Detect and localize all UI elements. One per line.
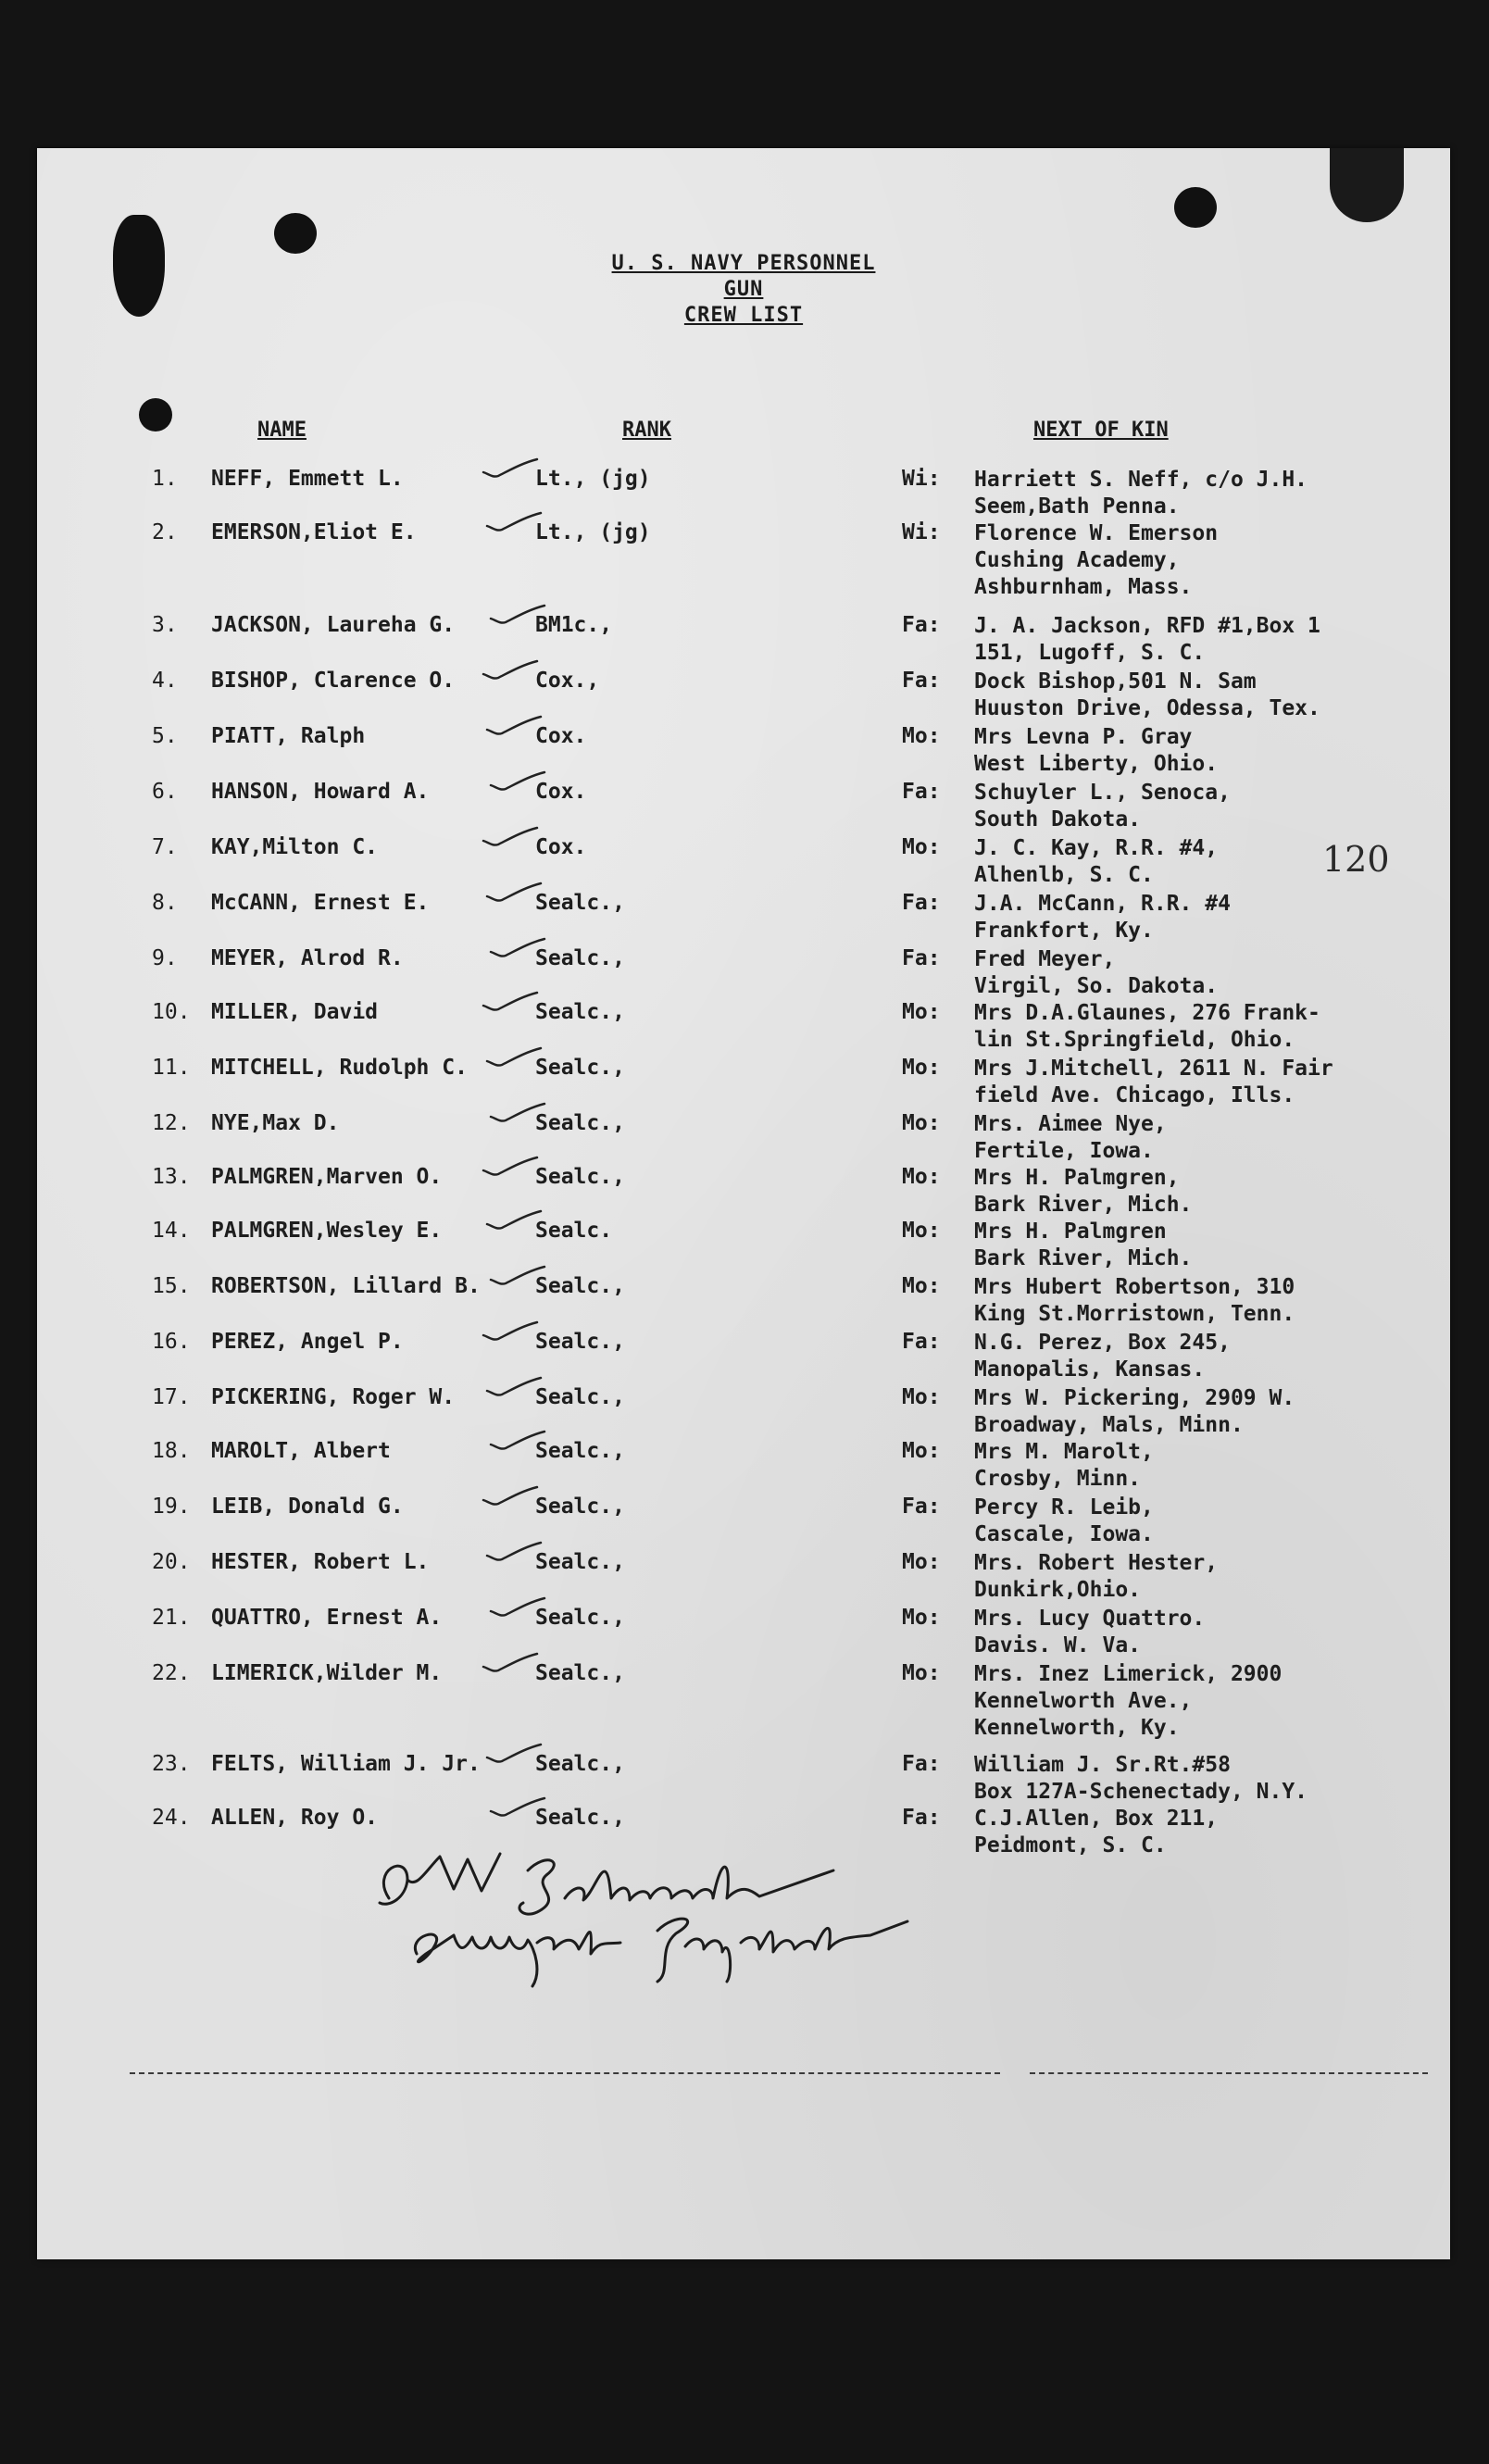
kin-relation: Mo: [902,1385,941,1409]
check-mark-icon [480,824,544,852]
next-of-kin-line: lin St.Springfield, Ohio. [974,1028,1295,1052]
next-of-kin [974,1056,1333,1109]
next-of-kin-line: Mrs. Robert Hester, [974,1551,1219,1575]
crew-name: KAY,Milton C. [211,835,379,859]
check-mark-icon [480,1483,544,1511]
crew-number: 2. [152,520,178,544]
next-of-kin-line: Mrs H. Palmgren, [974,1166,1180,1190]
crew-number: 16. [152,1330,191,1354]
paper-tear [1330,148,1404,222]
column-header-rank: RANK [622,419,671,442]
next-of-kin-line: Mrs W. Pickering, 2909 W. [974,1386,1295,1410]
next-of-kin-line: Bark River, Mich. [974,1246,1193,1270]
next-of-kin-line: Seem,Bath Penna. [974,494,1180,519]
kin-relation: Mo: [902,1000,941,1024]
crew-rank: Sealc., [535,946,625,970]
check-mark-icon [480,1650,544,1678]
next-of-kin-line: West Liberty, Ohio. [974,752,1219,776]
crew-number: 8. [152,891,178,915]
crew-name: ALLEN, Roy O. [211,1806,379,1830]
crew-name: McCANN, Ernest E. [211,891,430,915]
next-of-kin-line: Crosby, Minn. [974,1467,1142,1491]
next-of-kin-line: Kennelworth Ave., [974,1689,1193,1713]
next-of-kin-line: N.G. Perez, Box 245, [974,1331,1231,1355]
check-mark-icon [483,1207,548,1235]
crew-name: NEFF, Emmett L. [211,467,404,491]
crew-name: QUATTRO, Ernest A. [211,1606,443,1630]
doc-title-line3: CREW LIST [683,304,804,327]
next-of-kin-line: William J. Sr.Rt.#58 [974,1753,1231,1777]
next-of-kin-line: Mrs. Lucy Quattro. [974,1607,1206,1631]
next-of-kin-line: Percy R. Leib, [974,1495,1154,1520]
doc-title-line1: U. S. NAVY PERSONNEL [611,252,876,275]
next-of-kin-line: Mrs Hubert Robertson, 310 [974,1275,1295,1299]
crew-name: PIATT, Ralph [211,724,366,748]
crew-rank: Cox., [535,669,600,693]
check-mark-icon [480,1319,544,1346]
check-mark-icon [483,509,548,537]
kin-relation: Mo: [902,1056,941,1080]
kin-relation: Fa: [902,613,941,637]
next-of-kin-line: Frankfort, Ky. [974,919,1154,943]
crew-rank: Lt., (jg) [535,520,651,544]
kin-relation: Mo: [902,724,941,748]
crew-rank: Sealc., [535,1165,625,1189]
kin-relation: Fa: [902,946,941,970]
check-mark-icon [487,602,552,630]
crew-name: PICKERING, Roger W. [211,1385,456,1409]
next-of-kin [974,1219,1192,1272]
kin-relation: Fa: [902,1806,941,1830]
check-mark-icon [483,880,548,907]
crew-name: PALMGREN,Wesley E. [211,1219,443,1243]
next-of-kin-line: Fertile, Iowa. [974,1139,1154,1163]
signature-title [389,1870,537,1885]
next-of-kin-line: Fred Meyer, [974,947,1116,971]
crew-rank: Cox. [535,835,587,859]
crew-rank: Sealc., [535,1495,625,1519]
check-mark-icon [487,1100,552,1128]
crew-name: MAROLT, Albert [211,1439,391,1463]
crew-number: 23. [152,1752,191,1776]
next-of-kin [974,724,1218,778]
crew-rank: Sealc., [535,1806,625,1830]
check-mark-icon [483,713,548,741]
crew-number: 18. [152,1439,191,1463]
crew-number: 22. [152,1661,191,1685]
crew-number: 10. [152,1000,191,1024]
next-of-kin-line: Dock Bishop,501 N. Sam [974,669,1257,694]
crew-rank: Sealc., [535,1274,625,1298]
next-of-kin [974,891,1231,944]
next-of-kin-line: Manopalis, Kansas. [974,1357,1206,1382]
crew-name: BISHOP, Clarence O. [211,669,456,693]
next-of-kin [974,1495,1154,1548]
next-of-kin-line: Cascale, Iowa. [974,1522,1154,1546]
check-mark-icon [487,1428,552,1456]
crew-rank: Lt., (jg) [535,467,651,491]
dashed-rule-right [1030,2072,1428,2074]
next-of-kin [974,1606,1205,1659]
crew-rank: Sealc., [535,1661,625,1685]
crew-number: 19. [152,1495,191,1519]
dashed-rule-left [130,2072,1000,2074]
next-of-kin-line: field Ave. Chicago, Ills. [974,1083,1295,1107]
crew-rank: Sealc., [535,1606,625,1630]
page-number: 120 [1322,839,1390,880]
next-of-kin-line: J.A. McCann, R.R. #4 [974,892,1231,916]
crew-rank: Cox. [535,780,587,804]
crew-number: 5. [152,724,178,748]
kin-relation: Mo: [902,1219,941,1243]
next-of-kin [974,613,1320,667]
crew-name: ROBERTSON, Lillard B. [211,1274,481,1298]
next-of-kin-line: Peidmont, S. C. [974,1833,1167,1857]
next-of-kin [974,1000,1320,1054]
crew-rank: Sealc., [535,1550,625,1574]
check-mark-icon [487,1795,552,1822]
crew-name: LIMERICK,Wilder M. [211,1661,443,1685]
next-of-kin-line: Mrs H. Palmgren [974,1219,1167,1244]
crew-number: 11. [152,1056,191,1080]
next-of-kin-line: Mrs Levna P. Gray [974,725,1193,749]
next-of-kin-line: Mrs. Inez Limerick, 2900 [974,1662,1283,1686]
crew-rank: Sealc., [535,1385,625,1409]
crew-name: MILLER, David [211,1000,379,1024]
next-of-kin-line: Broadway, Mals, Minn. [974,1413,1244,1437]
crew-rank: Sealc., [535,1000,625,1024]
crew-name: MITCHELL, Rudolph C. [211,1056,468,1080]
next-of-kin [974,1330,1231,1383]
crew-number: 15. [152,1274,191,1298]
check-mark-icon [487,935,552,963]
document-page [37,148,1450,2259]
crew-rank: Cox. [535,724,587,748]
next-of-kin-line: Mrs J.Mitchell, 2611 N. Fair [974,1057,1333,1081]
crew-name: HANSON, Howard A. [211,780,430,804]
next-of-kin-line: Huuston Drive, Odessa, Tex. [974,696,1320,720]
check-mark-icon [483,1374,548,1402]
crew-number: 21. [152,1606,191,1630]
crew-number: 9. [152,946,178,970]
crew-name: FELTS, William J. Jr. [211,1752,481,1776]
kin-relation: Mo: [902,1165,941,1189]
kin-relation: Mo: [902,1274,941,1298]
next-of-kin-line: Bark River, Mich. [974,1193,1193,1217]
next-of-kin-line: Alhenlb, S. C. [974,863,1154,887]
column-header-name: NAME [257,419,307,442]
next-of-kin [974,1165,1192,1219]
next-of-kin-line: C.J.Allen, Box 211, [974,1807,1219,1831]
crew-rank: BM1c., [535,613,613,637]
next-of-kin-line: 151, Lugoff, S. C. [974,641,1206,665]
crew-number: 20. [152,1550,191,1574]
next-of-kin-line: South Dakota. [974,807,1142,832]
next-of-kin-line: Mrs M. Marolt, [974,1440,1154,1464]
next-of-kin-line: Cushing Academy, [974,548,1180,572]
kin-relation: Fa: [902,669,941,693]
next-of-kin [974,1439,1154,1493]
crew-rank: Sealc., [535,1330,625,1354]
punch-hole [1174,187,1217,228]
next-of-kin-line: J. C. Kay, R.R. #4, [974,836,1219,860]
crew-number: 4. [152,669,178,693]
check-mark-icon [487,1263,552,1291]
ink-stain [139,398,172,432]
crew-number: 13. [152,1165,191,1189]
next-of-kin-line: Dunkirk,Ohio. [974,1578,1142,1602]
kin-relation: Wi: [902,467,941,491]
kin-relation: Mo: [902,1439,941,1463]
crew-number: 1. [152,467,178,491]
crew-rank: Sealc. [535,1219,613,1243]
next-of-kin-line: Kennelworth, Ky. [974,1716,1180,1740]
check-mark-icon [480,657,544,685]
next-of-kin-line: Virgil, So. Dakota. [974,974,1219,998]
crew-rank: Sealc., [535,1752,625,1776]
crew-number: 14. [152,1219,191,1243]
crew-name: HESTER, Robert L. [211,1550,430,1574]
crew-name: EMERSON,Eliot E. [211,520,417,544]
next-of-kin-line: Harriett S. Neff, c/o J.H. [974,468,1308,492]
next-of-kin-line: Mrs. Aimee Nye, [974,1112,1167,1136]
check-mark-icon [483,1741,548,1769]
next-of-kin-line: Box 127A-Schenectady, N.Y. [974,1780,1308,1804]
doc-title-line2: GUN [723,278,764,301]
crew-rank: Sealc., [535,1439,625,1463]
crew-number: 12. [152,1111,191,1135]
check-mark-icon [480,456,544,483]
crew-rank: Sealc., [535,1056,625,1080]
next-of-kin-line: Schuyler L., Senoca, [974,781,1231,805]
kin-relation: Wi: [902,520,941,544]
crew-name: MEYER, Alrod R. [211,946,404,970]
next-of-kin [974,520,1218,601]
next-of-kin [974,1661,1282,1742]
check-mark-icon [480,1154,544,1182]
crew-name: LEIB, Donald G. [211,1495,404,1519]
crew-rank: Sealc., [535,1111,625,1135]
next-of-kin [974,1385,1295,1439]
crew-number: 3. [152,613,178,637]
kin-relation: Fa: [902,780,941,804]
next-of-kin [974,780,1231,833]
check-mark-icon [483,1044,548,1072]
kin-relation: Fa: [902,1495,941,1519]
kin-relation: Mo: [902,1606,941,1630]
check-mark-icon [487,769,552,796]
check-mark-icon [487,1595,552,1622]
next-of-kin [974,1274,1295,1328]
next-of-kin [974,1111,1167,1165]
crew-number: 6. [152,780,178,804]
kin-relation: Mo: [902,1111,941,1135]
column-header-next-of-kin: NEXT OF KIN [1033,419,1169,442]
next-of-kin [974,467,1308,520]
check-mark-icon [483,1539,548,1567]
next-of-kin [974,669,1320,722]
next-of-kin-line: J. A. Jackson, RFD #1,Box 1 [974,614,1320,638]
crew-number: 24. [152,1806,191,1830]
crew-rank: Sealc., [535,891,625,915]
kin-relation: Mo: [902,1550,941,1574]
crew-name: PALMGREN,Marven O. [211,1165,443,1189]
next-of-kin [974,946,1218,1000]
kin-relation: Mo: [902,1661,941,1685]
next-of-kin-line: King St.Morristown, Tenn. [974,1302,1295,1326]
kin-relation: Fa: [902,891,941,915]
next-of-kin-line: Florence W. Emerson [974,521,1219,545]
kin-relation: Fa: [902,1752,941,1776]
punch-hole [274,213,317,254]
kin-relation: Fa: [902,1330,941,1354]
crew-name: PEREZ, Angel P. [211,1330,404,1354]
next-of-kin [974,1550,1218,1604]
crew-number: 7. [152,835,178,859]
next-of-kin-line: Mrs D.A.Glaunes, 276 Frank- [974,1001,1320,1025]
crew-name: NYE,Max D. [211,1111,340,1135]
signature-name [389,1852,498,1867]
crew-number: 17. [152,1385,191,1409]
kin-relation: Mo: [902,835,941,859]
next-of-kin [974,835,1218,889]
next-of-kin-line: Ashburnham, Mass. [974,575,1193,599]
check-mark-icon [480,989,544,1017]
next-of-kin-line: Davis. W. Va. [974,1633,1142,1657]
next-of-kin [974,1752,1308,1806]
crew-name: JACKSON, Laureha G. [211,613,456,637]
